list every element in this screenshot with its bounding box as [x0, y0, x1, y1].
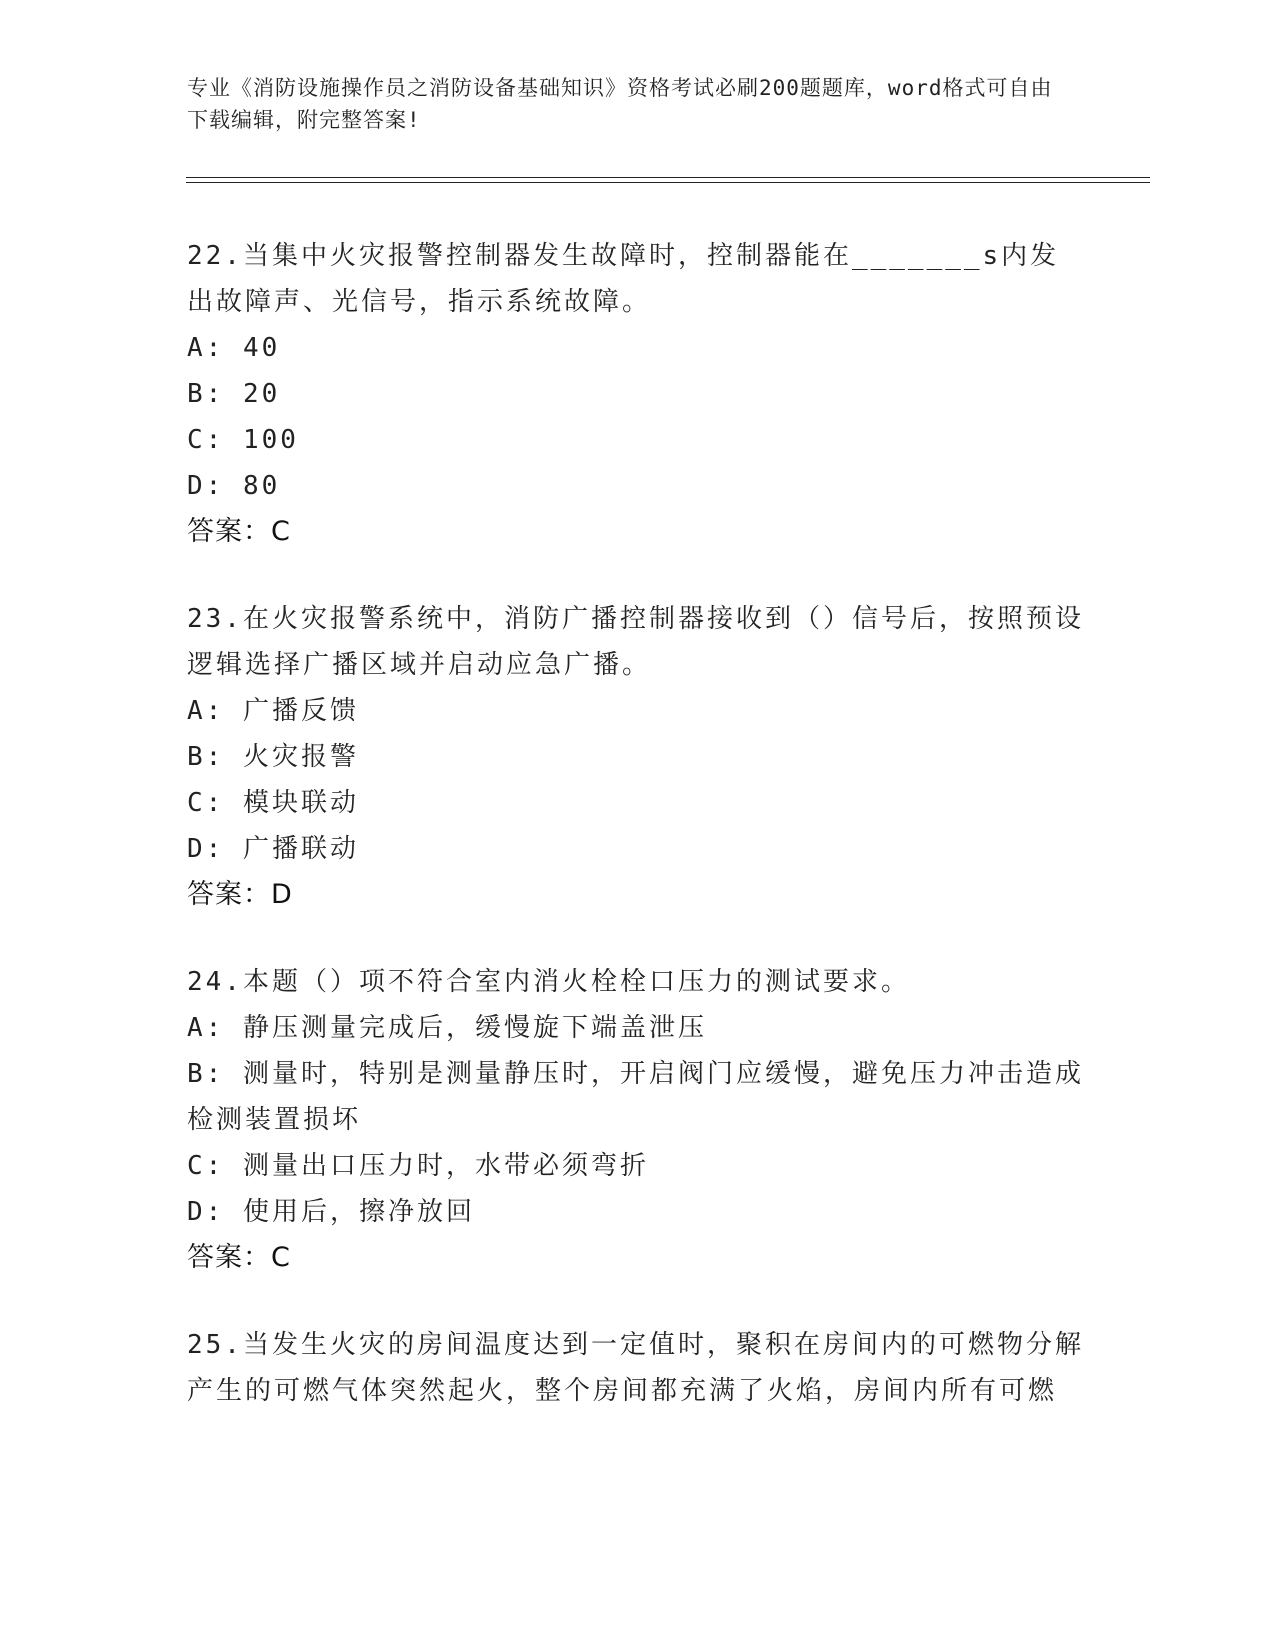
- option-c: C: 模块联动: [187, 788, 359, 818]
- option-d: D: 广播联动: [187, 834, 359, 864]
- option-d: D: 使用后，擦净放回: [187, 1197, 475, 1227]
- question-stem: 25.当发生火灾的房间温度达到一定值时，聚积在房间内的可燃物分解产生的可燃气体突然起火，整个房间都充满了火焰，房间内所有可燃: [187, 1330, 1084, 1406]
- question-25: [187, 1322, 1087, 1414]
- option-a: A: 40: [187, 333, 281, 363]
- option-b: B: 火灾报警: [187, 742, 359, 772]
- option-c: C: 100: [187, 425, 299, 455]
- option-a: A: 静压测量完成后，缓慢旋下端盖泄压: [187, 1013, 707, 1043]
- question-23: [187, 596, 1087, 918]
- option-b: B: 20: [187, 379, 281, 409]
- option-c: C: 测量出口压力时，水带必须弯折: [187, 1151, 649, 1181]
- answer: 答案：C: [187, 1242, 291, 1273]
- option-d: D: 80: [187, 471, 281, 501]
- question-22: [187, 233, 1087, 555]
- header-divider-bottom: [186, 182, 1150, 183]
- question-stem: 22.当集中火灾报警控制器发生故障时，控制器能在_______s内发出故障声、光信号，指示系统故障。: [187, 241, 1060, 317]
- answer: 答案：D: [187, 879, 293, 910]
- header-divider-top: [186, 177, 1150, 178]
- document-header: 专业《消防设施操作员之消防设备基础知识》资格考试必刷200题题库，word格式可自由下载编辑，附完整答案!: [187, 76, 1053, 132]
- option-a: A: 广播反馈: [187, 696, 359, 726]
- option-b: B: 测量时，特别是测量静压时，开启阀门应缓慢，避免压力冲击造成检测装置损坏: [187, 1059, 1084, 1135]
- question-stem: 24.本题（）项不符合室内消火栓栓口压力的测试要求。: [187, 967, 910, 997]
- question-stem: 23.在火灾报警系统中，消防广播控制器接收到（）信号后，按照预设逻辑选择广播区域并启动应急广播。: [187, 604, 1084, 680]
- answer: 答案：C: [187, 516, 291, 547]
- question-24: [187, 959, 1087, 1281]
